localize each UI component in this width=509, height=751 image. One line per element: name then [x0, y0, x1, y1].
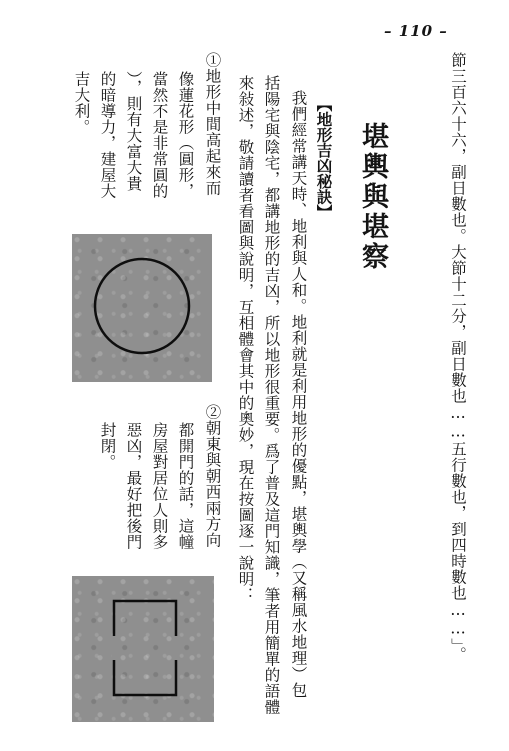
circle-outline-icon [72, 234, 212, 382]
item-1-line: 像蓮花形（圓形， [176, 71, 195, 199]
item-1-line: ①地形中間高起來而 [203, 52, 222, 196]
terrain-figure-circle [72, 234, 212, 382]
house-outline-icon [72, 576, 214, 722]
item-1-line: ），則有大富大貴 [124, 71, 143, 192]
terrain-figure-house [72, 576, 214, 722]
body-line: 我們經常講天時、地利與人和。地利就是利用地形的優點，堪輿學（又稱風水地理）包 [289, 90, 308, 698]
item-1-line: 吉大利。 [72, 71, 91, 135]
item-2-line: 惡凶，最好把後門 [124, 422, 143, 550]
item-1-line: 的暗導力，建屋大 [98, 71, 117, 199]
section-heading: 【地形吉凶秘訣】 [314, 96, 334, 220]
page-number: – 110 – [384, 22, 448, 40]
item-2-line: 都開門的話，這幢 [176, 422, 195, 550]
article-title: 堪輿與堪察 [357, 122, 388, 272]
item-2-line: ②朝東與朝西兩方向 [203, 404, 222, 548]
item-2-line: 封閉。 [98, 422, 117, 470]
body-line: 來敍述，敬請讀者看圖與說明，互相體會其中的奧妙，現在按圖逐一說明： [236, 75, 255, 603]
item-1-line: 當然不是非常圓的 [150, 71, 169, 199]
intro-column: 節三百六十六，副日數也。大節十二分，副日數也……五行數也，到四時數也……」。 [449, 52, 467, 663]
item-2-line: 房屋對居位人則多 [150, 422, 169, 550]
body-line: 括陽宅與陰宅，都講地形的吉凶，所以地形很重要。爲了普及這門知識，筆者用簡單的語體 [262, 75, 281, 715]
